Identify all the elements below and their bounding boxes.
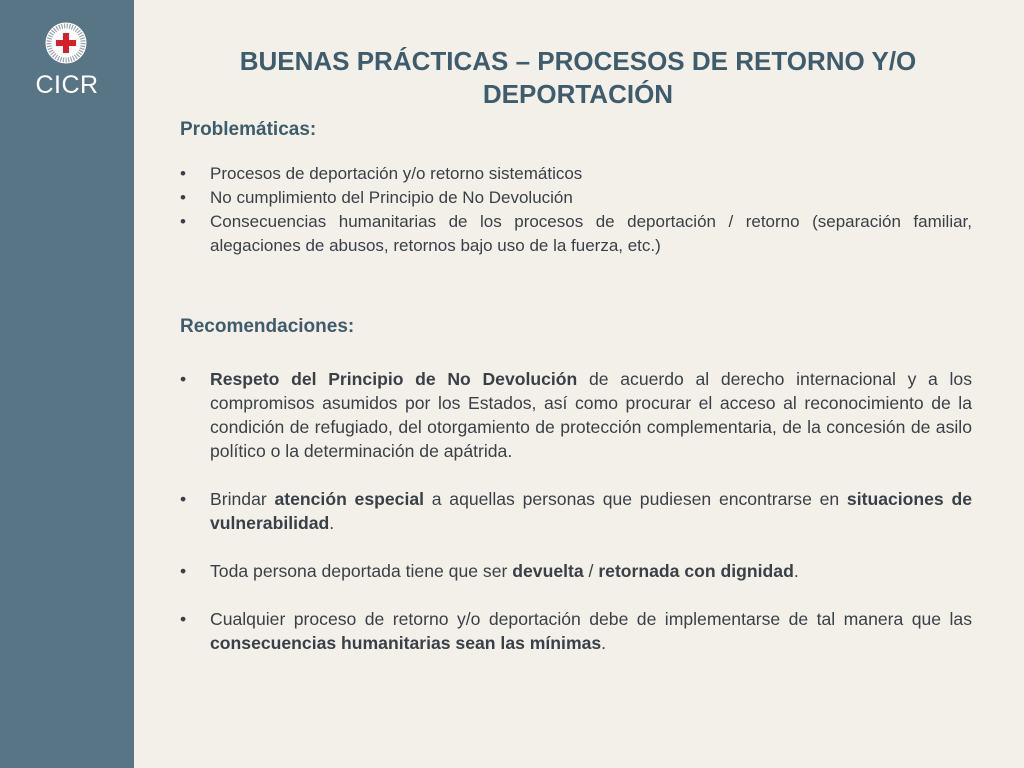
recommendation-text: de acuerdo al derecho internacional y a los compromisos asumidos por los Estados, así como procurar el acceso al reconocimiento de la condición de refugiado, del otorgamiento de protección complementaria, de la concesión de asilo político o la determinación de apátrida. xyxy=(210,369,972,461)
bullet-icon: • xyxy=(180,561,187,581)
emphasis-text: consecuencias humanitarias sean las mínimas xyxy=(210,633,602,653)
bullet-icon: • xyxy=(180,609,187,629)
list-item xyxy=(180,162,972,186)
slide-content xyxy=(134,0,1024,768)
list-item xyxy=(180,559,972,583)
recommendation-text: Toda persona deportada tiene que ser xyxy=(210,561,513,581)
problems-heading: Problemáticas: xyxy=(180,119,317,140)
problem-text: No cumplimiento del Principio de No Devolución xyxy=(210,188,573,207)
recommendation-text: . xyxy=(329,513,335,533)
problem-text: Consecuencias humanitarias de los procesos de deportación / retorno (separación familiar, alegaciones de abusos, retornos bajo uso de la fuerza, etc.) xyxy=(210,212,972,255)
recommendation-text: . xyxy=(793,561,799,581)
bullet-icon: • xyxy=(180,369,187,389)
emphasis-text: atención especial xyxy=(274,489,425,509)
list-item xyxy=(180,367,972,463)
slide-title: BUENAS PRÁCTICAS – PROCESOS DE RETORNO Y/O DEPORTACIÓN xyxy=(239,46,917,109)
recommendation-text: / xyxy=(583,561,599,581)
bullet-icon: • xyxy=(180,212,186,231)
list-item xyxy=(180,186,972,210)
recommendation-text: . xyxy=(601,633,607,653)
bullet-icon: • xyxy=(180,188,186,207)
problem-text: Procesos de deportación y/o retorno sistemáticos xyxy=(210,164,583,183)
emphasis-text: Respeto del Principio de No Devolución xyxy=(210,369,578,389)
emphasis-text: devuelta xyxy=(512,561,584,581)
recommendations-heading: Recomendaciones: xyxy=(180,316,355,337)
emphasis-text: retornada con dignidad xyxy=(598,561,794,581)
recommendation-text: a aquellas personas que pudiesen encontrarse en xyxy=(424,489,847,509)
bullet-icon: • xyxy=(180,164,186,183)
recommendation-text: Cualquier proceso de retorno y/o deportación debe de implementarse de tal manera que las xyxy=(210,609,972,629)
list-item xyxy=(180,487,972,535)
list-item xyxy=(180,210,972,258)
red-cross-emblem-icon xyxy=(44,21,88,65)
list-item xyxy=(180,607,972,655)
bullet-icon: • xyxy=(180,489,187,509)
org-name: CICR xyxy=(35,71,99,99)
recommendations-list xyxy=(180,367,972,679)
recommendation-text: Brindar xyxy=(210,489,275,509)
sidebar xyxy=(0,0,134,768)
problems-list xyxy=(180,162,972,258)
emphasis-text: situaciones de vulnerabilidad xyxy=(210,489,972,533)
